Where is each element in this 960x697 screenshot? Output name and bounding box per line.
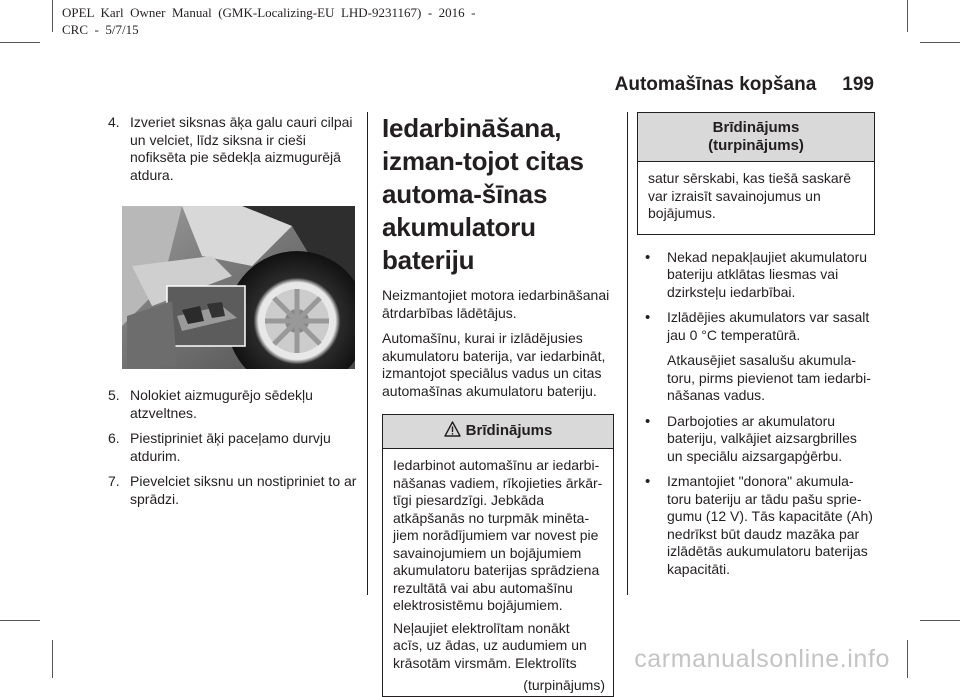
trunk-spare-wheel-photo	[122, 206, 355, 369]
section-title: Automašīnas kopšana	[614, 74, 817, 95]
watermark: carmanualsonline.info	[634, 645, 890, 673]
document-meta	[62, 4, 476, 38]
step-text: Izveriet siksnas āķa galu cauri cilpai un velciet, līdz siksna ir cieši nofiksēta pie sēdekļa aizmugurējā atdura.	[130, 114, 353, 183]
warning-box	[382, 414, 614, 697]
continued-label: (turpinājums)	[523, 677, 605, 693]
right-column	[637, 112, 875, 578]
bullet-icon: •	[645, 473, 651, 490]
step-number: 6.	[108, 430, 120, 446]
bullet-item	[637, 413, 875, 466]
bullet-icon: •	[645, 412, 651, 430]
step-text: Pievelciet siksnu un nostipriniet to ar sprādzi.	[130, 473, 357, 507]
section-heading: Iedarbināšana, izman-tojot citas automa-šīnas akumulatoru bateriju	[382, 113, 584, 275]
warning-text: satur sērskabi, kas tiešā saskarē var izraisīt savainojumus un bojājumus.	[648, 170, 852, 221]
bullet-icon: •	[645, 248, 651, 266]
step-6	[100, 430, 358, 465]
left-column	[100, 114, 358, 184]
bullet-text: Izlādējies akumulators var sasalt jau 0 °C temperatūrā.	[667, 309, 870, 343]
bullet-item	[637, 249, 875, 302]
bullet-text: Izmantojiet "donora" akumula-toru bateriju ar tādu pašu sprie-gumu (12 V). Tās kapacitāte (Ah) nedrīkst būt daudz mazāka par izlādētās aukumulatoru baterijas kapacitāti.	[667, 473, 873, 577]
document-meta-line-2: CRC - 5/7/15	[62, 22, 139, 37]
crop-mark	[907, 640, 908, 678]
crop-mark	[0, 42, 40, 43]
left-column-lower	[100, 387, 358, 508]
running-header	[615, 74, 874, 96]
warning-header	[383, 415, 613, 449]
warning-title: Brīdinājums	[465, 422, 553, 439]
document-meta-line-1: OPEL Karl Owner Manual (GMK-Localizing-EU LHD-9231167) - 2016 -	[62, 5, 476, 20]
bullet-text: Nekad nepakļaujiet akumulatoru bateriju atklātas liesmas vai dzirksteļu iedarbībai.	[667, 248, 868, 300]
crop-mark	[52, 640, 53, 678]
warning-triangle-icon	[444, 421, 461, 442]
crop-mark	[907, 0, 908, 32]
paragraph: Automašīnu, kurai ir izlādējusies akumulatoru baterija, var iedarbināt, izmantojot speciālus vadus un citas automašīnas akumulatoru bateriju.	[382, 330, 606, 399]
warning-title: Brīdinājums	[712, 119, 800, 136]
crop-mark	[52, 0, 53, 32]
step-number: 4.	[108, 114, 120, 130]
warning-body	[638, 162, 874, 234]
column-divider	[367, 112, 368, 595]
warning-text: Iedarbinot automašīnu ar iedarbi-nāšanas vadiem, rīkojieties ārkār-tīgi piesardzīgi. Jebkāda atkāpšanās no turpmāk minēta-jiem norādījumiem var novest pie savainojumiem un bojājumiem akumulatoru baterijas sprādziena rezultātā vai abu automašīnu elektrosistēmu bojājumiem.	[393, 457, 603, 613]
warning-box-continued	[637, 112, 875, 235]
bullet-continuation	[637, 352, 875, 405]
crop-mark	[920, 620, 960, 621]
bullet-icon: •	[645, 309, 651, 326]
warning-subtitle: (turpinājums)	[708, 137, 804, 154]
step-5	[100, 387, 358, 422]
crop-mark	[920, 42, 960, 43]
step-text: Nolokiet aizmugurējo sēdekļu atzveltnes.	[130, 387, 313, 421]
bullet-text: Darbojoties ar akumulatoru bateriju, valkājiet aizsargbrilles un speciālu aizsargapģērbu.	[667, 412, 857, 464]
bullet-item	[637, 309, 875, 344]
warning-body	[383, 449, 613, 672]
step-4	[100, 114, 358, 184]
paragraph: Neizmantojiet motora iedarbināšanai ātrdarbības lādētājus.	[382, 287, 610, 321]
middle-column	[382, 112, 614, 697]
warning-text: Neļaujiet elektrolītam nonākt acīs, uz ādas, uz audumiem un krāsotām virsmām. Elektrolīts	[393, 619, 587, 671]
step-7	[100, 473, 358, 508]
step-text: Piestipriniet āķi paceļamo durvju atdurim.	[130, 430, 331, 464]
page-number: 199	[842, 74, 874, 95]
crop-mark	[0, 620, 40, 621]
step-number: 7.	[108, 473, 120, 489]
column-divider	[627, 112, 628, 595]
step-number: 5.	[108, 387, 120, 403]
bullet-item	[637, 473, 875, 578]
bullet-text: Atkausējiet sasalušu akumula-toru, pirms pievienot tam iedarbi-nāšanas vadus.	[667, 352, 871, 403]
warning-header	[638, 113, 874, 162]
